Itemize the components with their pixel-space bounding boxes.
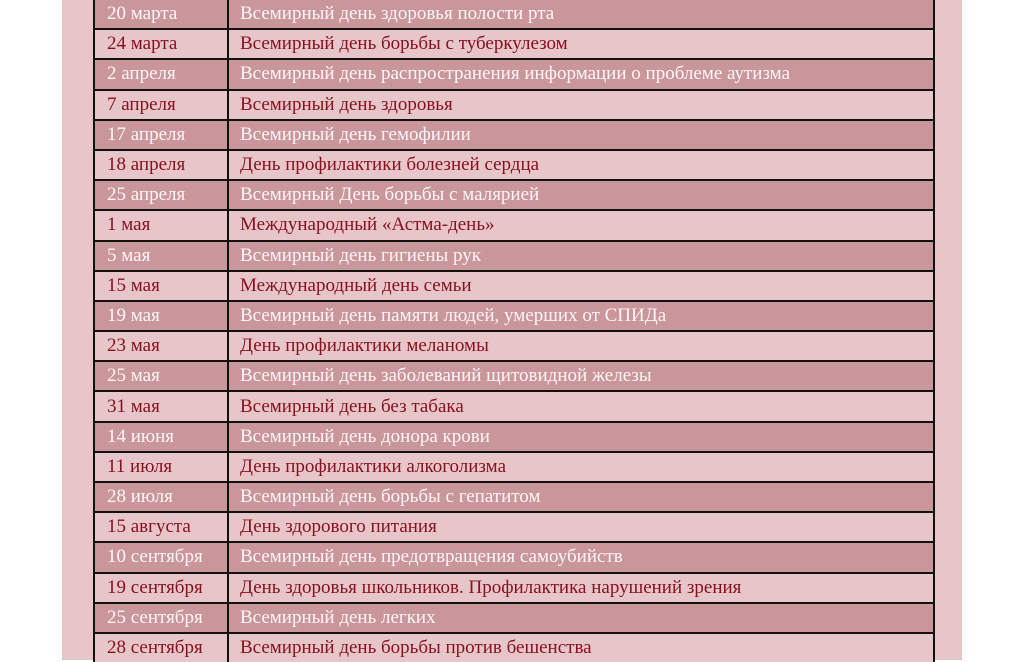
table-row — [95, 421, 933, 451]
table-row — [95, 149, 933, 179]
event-cell: Всемирный день гемофилии — [240, 123, 471, 145]
table-row — [95, 451, 933, 481]
event-cell: День здоровья школьников. Профилактика нарушений зрения — [240, 576, 742, 598]
event-cell: Всемирный день борьбы с туберкулезом — [240, 33, 568, 55]
health-days-table — [93, 0, 935, 662]
table-row — [95, 511, 933, 541]
event-cell: День профилактики меланомы — [240, 335, 489, 357]
date-cell: 5 мая — [95, 242, 229, 270]
table-row — [95, 89, 933, 119]
table-row — [95, 602, 933, 632]
date-cell: 19 сентября — [95, 574, 229, 602]
event-cell: Всемирный день заболеваний щитовидной железы — [240, 365, 652, 387]
table-row — [95, 179, 933, 209]
event-cell: Всемирный День борьбы с малярией — [240, 184, 540, 206]
date-cell: 18 апреля — [95, 151, 229, 179]
date-cell: 23 мая — [95, 332, 229, 360]
date-cell: 24 марта — [95, 30, 229, 58]
table-row — [95, 119, 933, 149]
date-cell: 17 апреля — [95, 121, 229, 149]
event-cell: День профилактики алкоголизма — [240, 455, 506, 477]
event-cell: Всемирный день борьбы против бешенства — [240, 637, 592, 659]
event-cell: Международный «Астма-день» — [240, 214, 495, 236]
table-row — [95, 58, 933, 88]
event-cell: Международный день семьи — [240, 274, 472, 296]
table-row — [95, 330, 933, 360]
date-cell: 10 сентября — [95, 543, 229, 571]
table-row — [95, 0, 933, 28]
event-cell: Всемирный день борьбы с гепатитом — [240, 486, 541, 508]
date-cell: 20 марта — [95, 0, 229, 28]
date-cell: 2 апреля — [95, 60, 229, 88]
date-cell: 31 мая — [95, 392, 229, 420]
event-cell: Всемирный день донора крови — [240, 425, 490, 447]
date-cell: 15 августа — [95, 513, 229, 541]
event-cell: Всемирный день предотвращения самоубийств — [240, 546, 623, 568]
table-row — [95, 270, 933, 300]
date-cell: 15 мая — [95, 272, 229, 300]
table-row — [95, 209, 933, 239]
table-row — [95, 360, 933, 390]
date-cell: 25 апреля — [95, 181, 229, 209]
event-cell: День здорового питания — [240, 516, 437, 538]
date-cell: 14 июня — [95, 423, 229, 451]
table-row — [95, 390, 933, 420]
event-cell: День профилактики болезней сердца — [240, 154, 540, 176]
date-cell: 11 июля — [95, 453, 229, 481]
date-cell: 28 сентября — [95, 634, 229, 662]
table-row — [95, 481, 933, 511]
table-row — [95, 28, 933, 58]
event-cell: Всемирный день распространения информации о проблеме аутизма — [240, 63, 791, 85]
event-cell: Всемирный день здоровья — [240, 93, 453, 115]
table-row — [95, 240, 933, 270]
table-row — [95, 300, 933, 330]
date-cell: 25 мая — [95, 362, 229, 390]
date-cell: 7 апреля — [95, 91, 229, 119]
table-row — [95, 632, 933, 662]
table-row — [95, 572, 933, 602]
date-cell: 28 июля — [95, 483, 229, 511]
event-cell: Всемирный день легких — [240, 606, 436, 628]
date-cell: 1 мая — [95, 211, 229, 239]
table-row — [95, 541, 933, 571]
date-cell: 19 мая — [95, 302, 229, 330]
event-cell: Всемирный день здоровья полости рта — [240, 3, 555, 25]
event-cell: Всемирный день без табака — [240, 395, 464, 417]
event-cell: Всемирный день гигиены рук — [240, 244, 482, 266]
event-cell: Всемирный день памяти людей, умерших от СПИДа — [240, 304, 667, 326]
date-cell: 25 сентября — [95, 604, 229, 632]
